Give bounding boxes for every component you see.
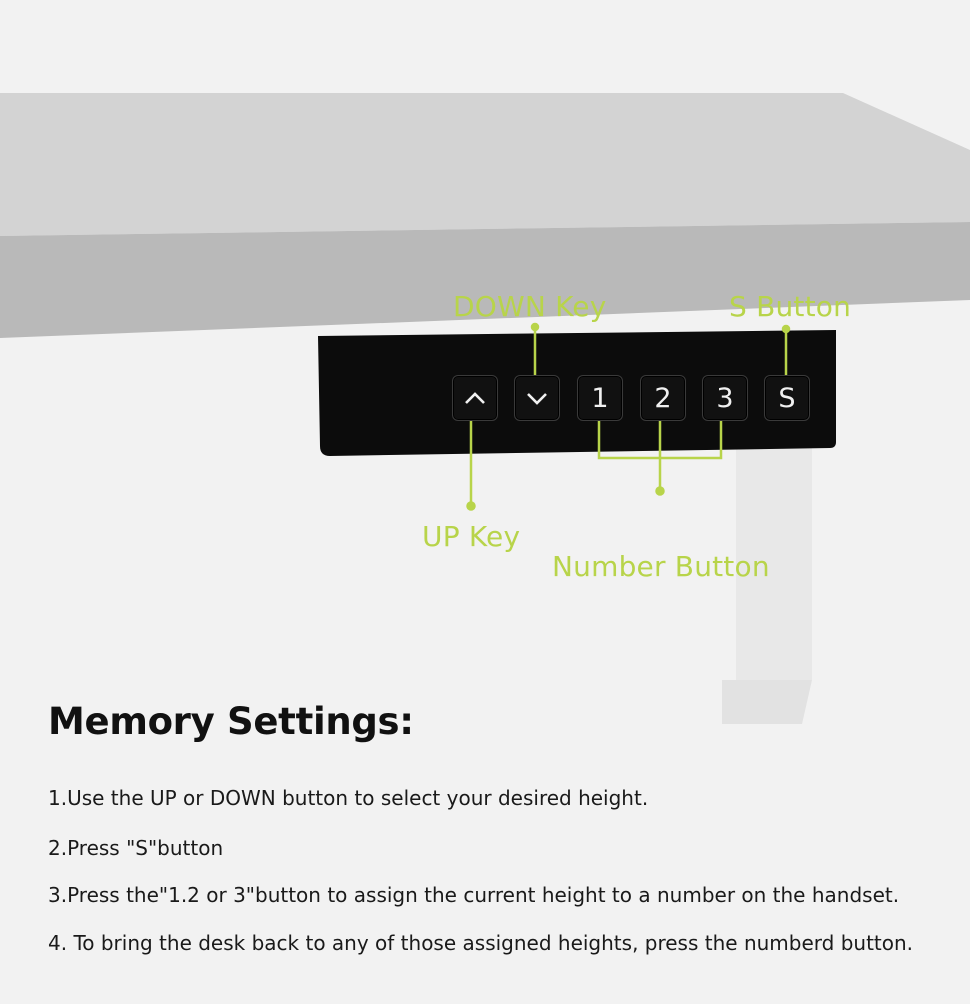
s-button[interactable]: [764, 375, 810, 421]
down-key[interactable]: [514, 375, 560, 421]
memory-button-1[interactable]: [577, 375, 623, 421]
up-key-leader-dot: [468, 503, 475, 510]
up-key-callout: UP Key: [422, 520, 521, 553]
desk-top-surface: [0, 93, 970, 236]
instruction-step-2: 2.Press "S"button: [48, 836, 224, 860]
s-button-callout: S Button: [729, 290, 852, 323]
memory-button-1-label: 1: [591, 382, 609, 414]
number-button-callout: Number Button: [552, 550, 770, 583]
instruction-step-4: 4. To bring the desk back to any of those assigned heights, press the numberd button.: [48, 931, 914, 955]
memory-button-2-label: 2: [654, 382, 672, 414]
s-button-label: S: [778, 382, 796, 414]
memory-button-3[interactable]: [702, 375, 748, 421]
memory-button-2[interactable]: [640, 375, 686, 421]
s-button-leader-dot: [783, 326, 789, 332]
memory-settings-heading: Memory Settings:: [48, 700, 414, 743]
number-button-leader-dot: [657, 488, 664, 495]
desk-leg-foot: [722, 680, 812, 724]
instruction-step-3: 3.Press the"1.2 or 3"button to assign the current height to a number on the handset.: [48, 883, 900, 907]
memory-button-3-label: 3: [716, 382, 734, 414]
instruction-step-1: 1.Use the UP or DOWN button to select your desired height.: [48, 786, 649, 810]
down-key-callout: DOWN Key: [453, 290, 607, 323]
chevron-up-icon: [462, 385, 488, 411]
up-key[interactable]: [452, 375, 498, 421]
down-key-leader-dot: [532, 324, 538, 330]
chevron-down-icon: [524, 385, 550, 411]
